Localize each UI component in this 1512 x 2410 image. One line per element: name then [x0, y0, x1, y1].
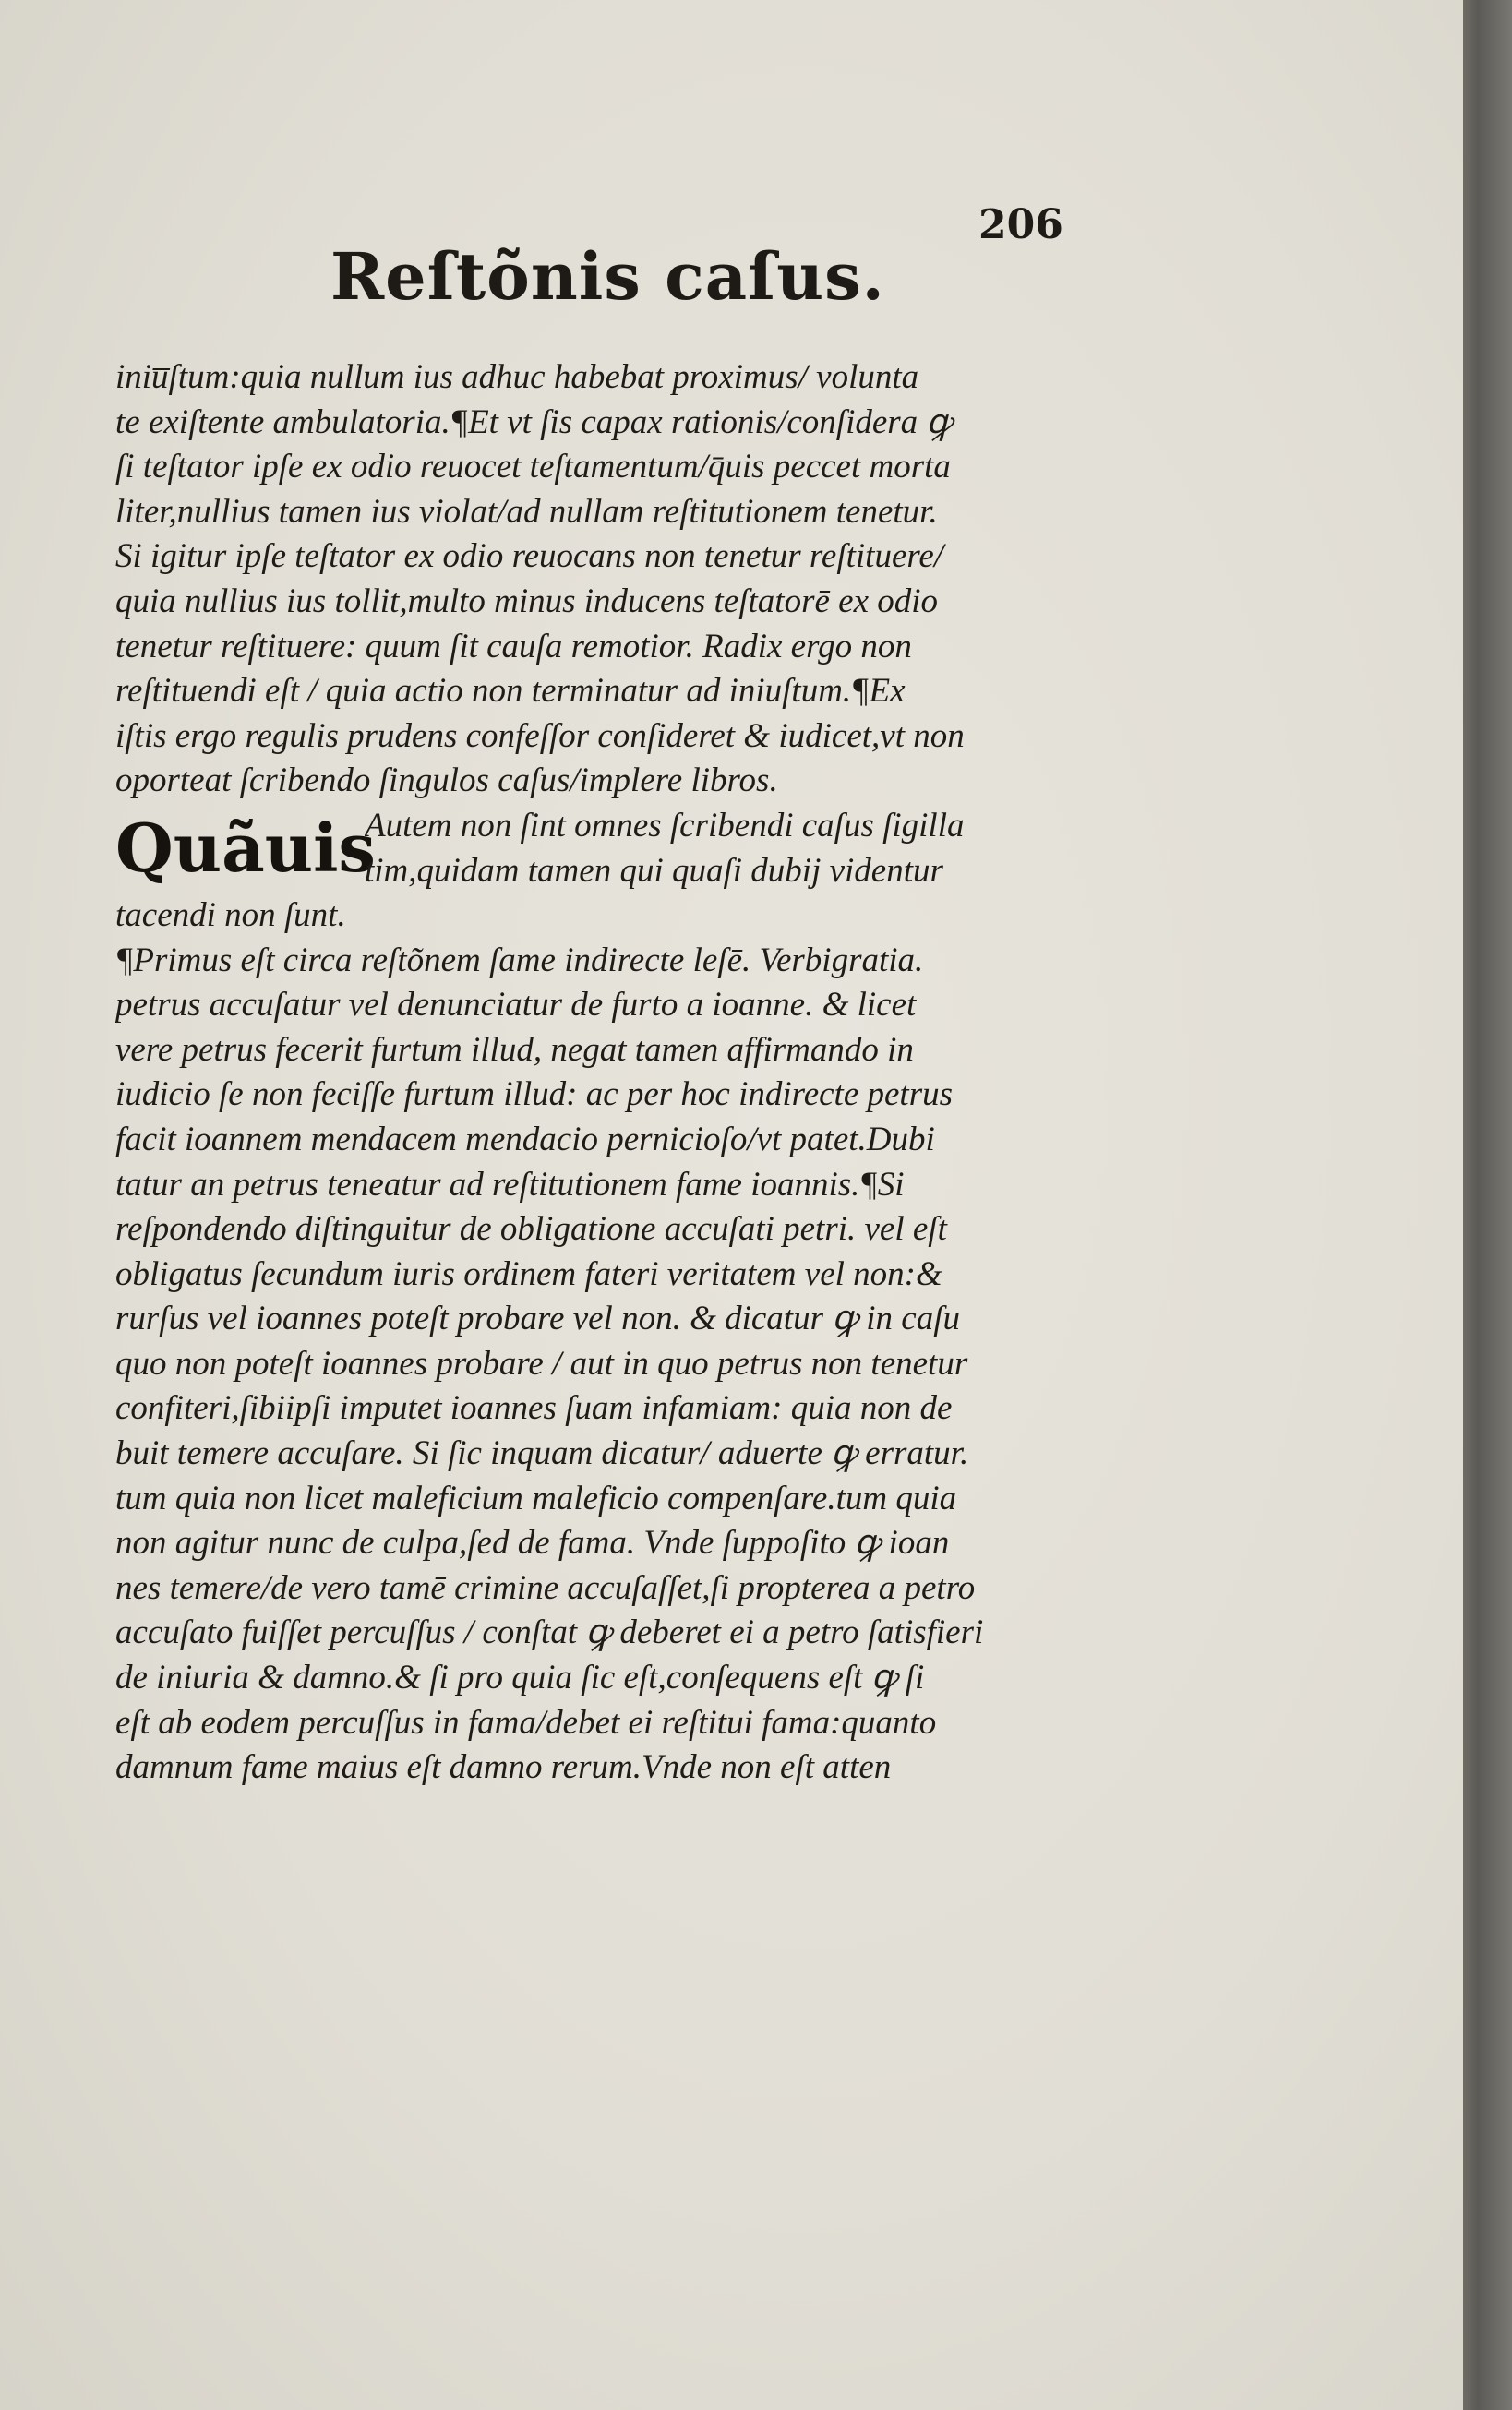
text-line: Si igitur ipſe teſtator ex odio reuocans non tenetur reſtituere/: [115, 537, 944, 576]
text-line: non agitur nunc de culpa,ſed de fama. Vnde ſuppoſito ꝙ ioan: [115, 1524, 950, 1563]
text-line: tatur an petrus teneatur ad reſtitutionem fame ioannis.¶Si: [115, 1165, 905, 1204]
text-line: quo non poteſt ioannes probare / aut in quo petrus non tenetur: [115, 1344, 968, 1383]
text-line: accuſato fuiſſet percuſſus / conſtat ꝙ deberet ei a petro ſatisfieri: [115, 1613, 984, 1652]
text-line: Autem non ſint omnes ſcribendi caſus ſigilla: [365, 806, 965, 845]
text-line: liter,nullius tamen ius violat/ad nullam reſtitutionem tenetur.: [115, 492, 938, 531]
text-line: vere petrus fecerit furtum illud, negat tamen affirmando in: [115, 1030, 914, 1069]
text-line: iniu̅ſtum:quia nullum ius adhuc habebat proximus/ volunta: [115, 358, 919, 396]
text-line: tacendi non ſunt.: [115, 895, 346, 934]
text-line: iſtis ergo regulis prudens confeſſor conſideret & iudicet,vt non: [115, 716, 965, 755]
text-line: de iniuria & damno.& ſi pro quia ſic eſt,conſequens eſt ꝙ ſi: [115, 1659, 925, 1697]
text-line: rurſus vel ioannes poteſt probare vel non. & dicatur ꝙ in caſu: [115, 1300, 960, 1338]
text-line: reſpondendo diſtinguitur de obligatione accuſati petri. vel eſt: [115, 1210, 947, 1249]
main-text-block: [115, 355, 1075, 1791]
text-line: ¶Primus eſt circa reſtõnem ſame indirecte leſē. Verbigratia.: [115, 941, 924, 979]
running-head-title: Reſtõnis caſus.: [330, 238, 885, 315]
book-edge: [1463, 0, 1512, 2410]
text-line: oporteat ſcribendo ſingulos caſus/implere libros.: [115, 761, 778, 800]
text-line: obligatus ſecundum iuris ordinem fateri veritatem vel non:&: [115, 1254, 942, 1293]
text-line: eſt ab eodem percuſſus in fama/debet ei reſtitui fama:quanto: [115, 1703, 937, 1742]
text-line: quia nullius ius tollit,multo minus inducens teſtatorē ex odio: [115, 582, 939, 620]
text-line: facit ioannem mendacem mendacio pernicioſo/vt patet.Dubi: [115, 1120, 935, 1158]
text-line: buit temere accuſare. Si ſic inquam dicatur/ aduerte ꝙ erratur.: [115, 1434, 969, 1473]
initial-paragraph: [115, 804, 1075, 893]
text-line: tim,quidam tamen qui quaſi dubij videntur: [365, 851, 943, 890]
text-line: petrus accuſatur vel denunciatur de furto a ioanne. & licet: [115, 986, 917, 1025]
text-line: te exiſtente ambulatoria.¶Et vt ſis capax rationis/conſidera ꝙ: [115, 402, 953, 441]
folio-number: 206: [978, 201, 1063, 248]
text-line: ſi teſtator ipſe ex odio reuocet teſtamentum/q̄uis peccet morta: [115, 448, 951, 486]
text-line: tenetur reſtituere: quum ſit cauſa remotior. Radix ergo non: [115, 627, 912, 665]
text-line: tum quia non licet maleficium maleficio compenſare.tum quia: [115, 1479, 957, 1517]
initial-side-lines: [365, 804, 1085, 893]
text-line: nes temere/de vero tamē crimine accuſaſſet,ſi propterea a petro: [115, 1568, 976, 1607]
initial-word: Quãuis: [115, 808, 376, 887]
text-line: confiteri,ſibiipſi imputet ioannes ſuam infamiam: quia non de: [115, 1389, 953, 1428]
text-line: damnum fame maius eſt damno rerum.Vnde non eſt atten: [115, 1748, 892, 1787]
text-line: reſtituendi eſt / quia actio non terminatur ad iniuſtum.¶Ex: [115, 672, 906, 711]
text-line: iudicio ſe non feciſſe furtum illud: ac per hoc indirecte petrus: [115, 1075, 953, 1114]
